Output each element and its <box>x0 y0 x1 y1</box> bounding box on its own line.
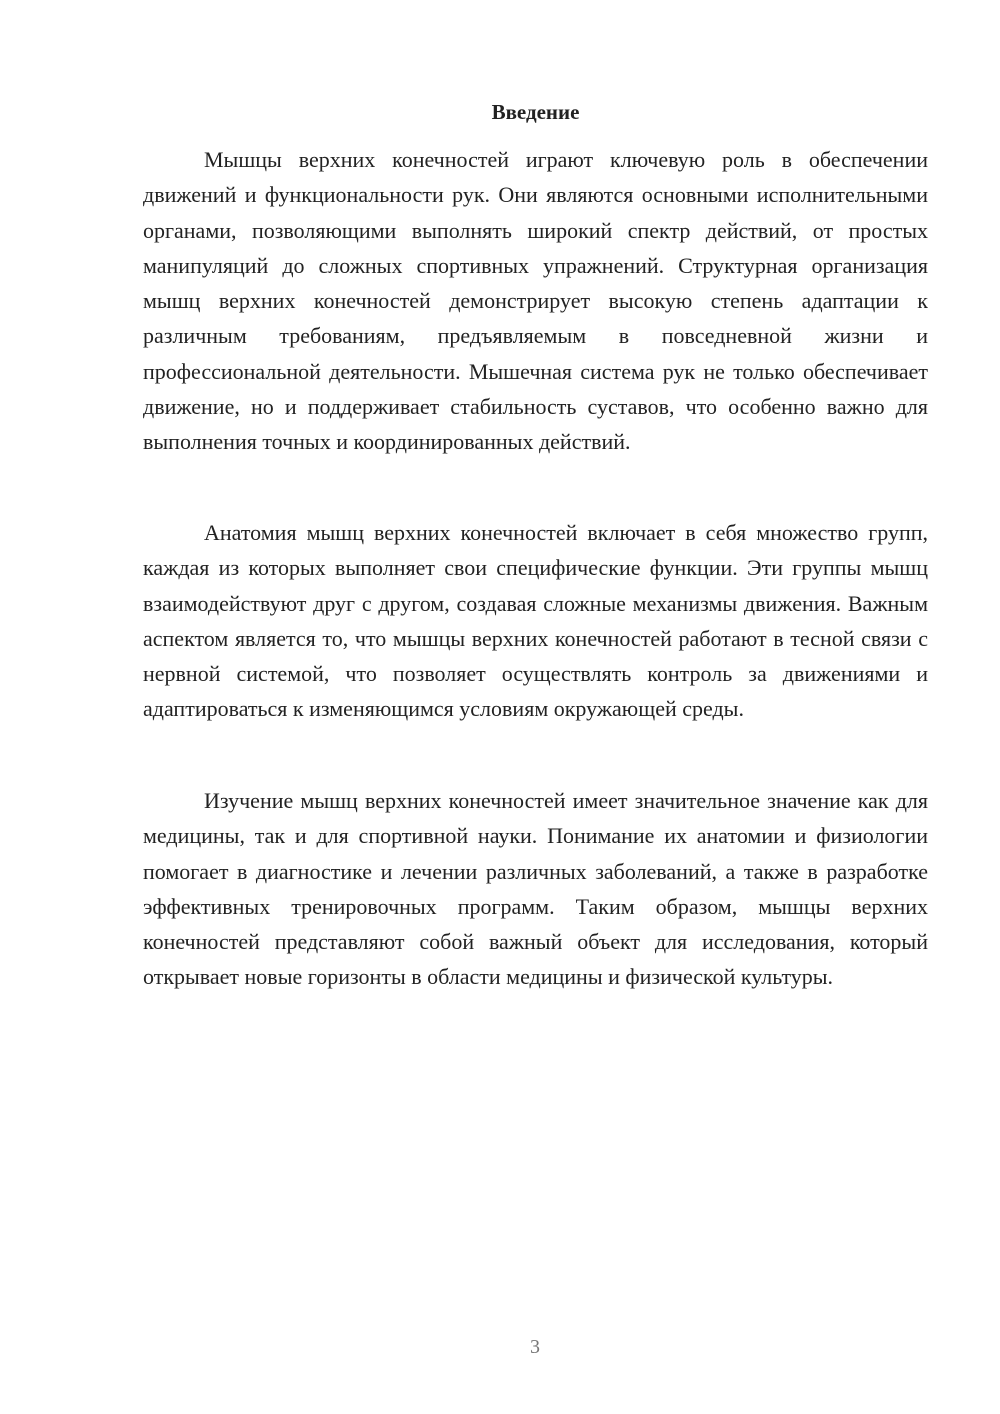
paragraph-1: Мышцы верхних конечностей играют ключевую роль в обеспечении движений и функциональности рук. Они являются основными исполнительными органами, позволяющими выполнять широкий спектр действий, от простых манипуляций до сложных спортивных упражнений. Структурная организация мышц верхних конечностей демонстрирует высокую степень адаптации к различным требованиям, предъявляемым в повседневной жизни и профессиональной деятельности. Мышечная система рук не только обеспечивает движение, но и поддерживает стабильность суставов, что особенно важно для выполнения точных и координированных действий. <box>143 147 928 455</box>
paragraph-3: Изучение мышц верхних конечностей имеет значительное значение как для медицины, так и для спортивной науки. Понимание их анатомии и физиологии помогает в диагностике и лечении различных заболеваний, а также в разработке эффективных тренировочных программ. Таким образом, мышцы верхних конечностей представляют собой важный объект для исследования, который открывает новые горизонты в области медицины и физической культуры. <box>143 788 928 990</box>
section-heading: Введение <box>491 100 580 124</box>
page-number: 3 <box>530 1336 540 1358</box>
paragraph-2: Анатомия мышц верхних конечностей включает в себя множество групп, каждая из которых выполняет свои специфические функции. Эти группы мышц взаимодействуют друг с другом, создавая сложные механизмы движения. Важным аспектом является то, что мышцы верхних конечностей работают в тесной связи с нервной системой, что позволяет осуществлять контроль за движениями и адаптироваться к изменяющимся условиям окружающей среды. <box>143 520 928 722</box>
